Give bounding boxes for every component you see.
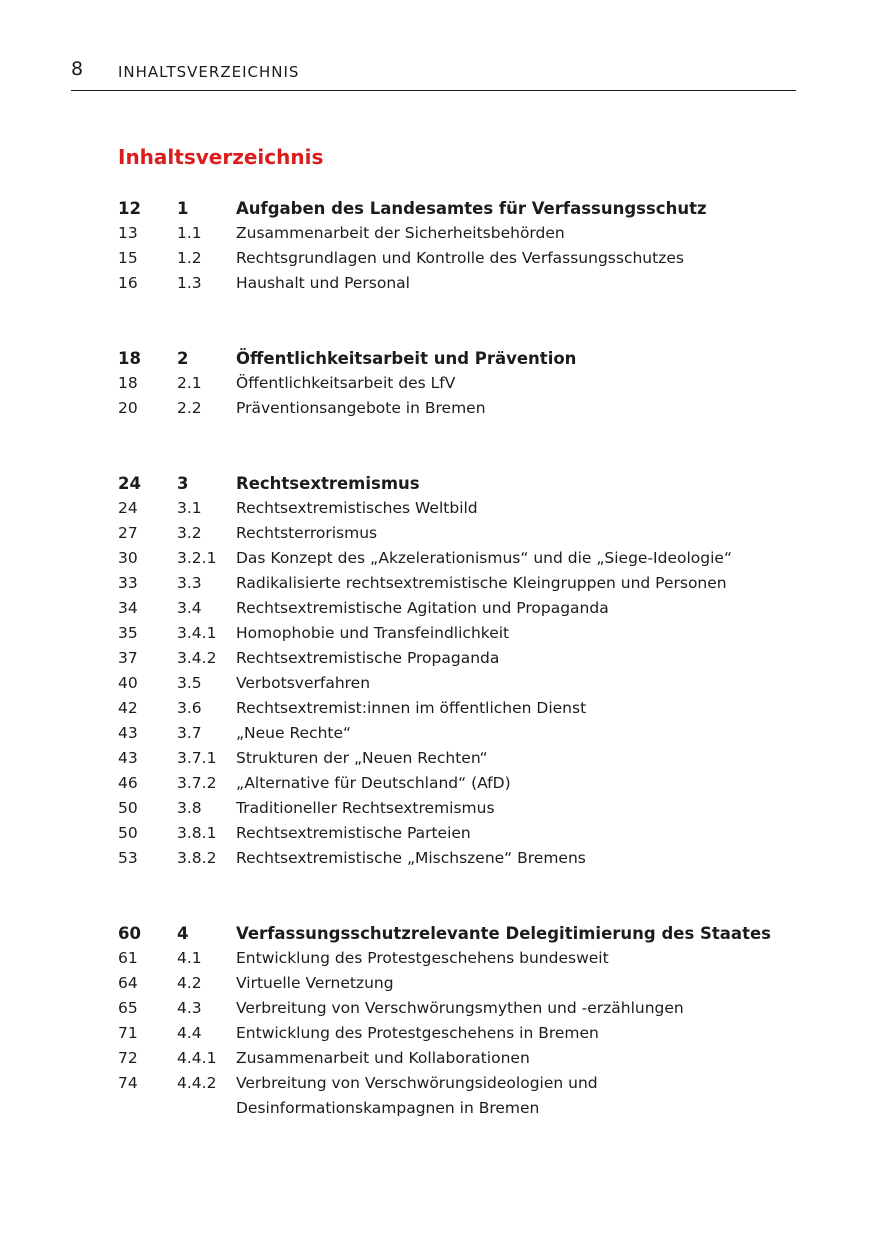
- toc-section-number: 4.3: [177, 999, 202, 1017]
- toc-section-number: 1: [177, 199, 189, 218]
- toc-section: [118, 471, 798, 871]
- toc-entry-title: Öffentlichkeitsarbeit und Prävention: [236, 349, 577, 368]
- toc-entry-title: Präventionsangebote in Bremen: [236, 399, 486, 417]
- toc-page-number: 50: [118, 824, 138, 842]
- toc-page-number: 40: [118, 674, 138, 692]
- toc-section-number: 3.4: [177, 599, 202, 617]
- toc-page-number: 27: [118, 524, 138, 542]
- toc-entry[interactable]: [118, 521, 798, 546]
- toc-entry-title: Radikalisierte rechtsextremistische Kleingruppen und Personen: [236, 574, 727, 592]
- toc-entry-title: Entwicklung des Protestgeschehens in Bremen: [236, 1024, 599, 1042]
- toc-entry-title: Rechtsterrorismus: [236, 524, 378, 542]
- toc-title: Inhaltsverzeichnis: [118, 145, 324, 169]
- toc-section: [118, 346, 798, 421]
- toc-chapter-entry[interactable]: [118, 346, 798, 371]
- table-of-contents: [118, 196, 798, 1121]
- toc-entry[interactable]: [118, 1021, 798, 1046]
- toc-section-number: 4.2: [177, 974, 202, 992]
- toc-entry-title: Entwicklung des Protestgeschehens bundesweit: [236, 949, 609, 967]
- toc-section-number: 2.1: [177, 374, 202, 392]
- toc-entry[interactable]: [118, 696, 798, 721]
- toc-entry-title: Zusammenarbeit und Kollaborationen: [236, 1049, 530, 1067]
- toc-entry-title: Homophobie und Transfeindlichkeit: [236, 624, 510, 642]
- toc-entry[interactable]: [118, 946, 798, 971]
- toc-chapter-entry[interactable]: [118, 196, 798, 221]
- toc-section-number: 3.2: [177, 524, 202, 542]
- toc-page-number: 42: [118, 699, 138, 717]
- toc-chapter-entry[interactable]: [118, 471, 798, 496]
- toc-section-number: 3.7.2: [177, 774, 217, 792]
- toc-section-number: 3: [177, 474, 189, 493]
- toc-page-number: 34: [118, 599, 138, 617]
- toc-entry[interactable]: [118, 496, 798, 521]
- toc-entry-title: Rechtsextremistische Parteien: [236, 824, 471, 842]
- toc-section-number: 4: [177, 924, 189, 943]
- toc-page-number: 43: [118, 749, 138, 767]
- toc-section-number: 3.4.1: [177, 624, 217, 642]
- toc-entry-title: Rechtsgrundlagen und Kontrolle des Verfassungsschutzes: [236, 249, 684, 267]
- toc-page-number: 16: [118, 274, 138, 292]
- toc-entry[interactable]: [118, 596, 798, 621]
- toc-entry[interactable]: [118, 546, 798, 571]
- toc-section-number: 4.1: [177, 949, 202, 967]
- toc-entry-title: Traditioneller Rechtsextremismus: [236, 799, 495, 817]
- toc-page-number: 30: [118, 549, 138, 567]
- toc-page-number: 43: [118, 724, 138, 742]
- toc-entry-title: Öffentlichkeitsarbeit des LfV: [236, 374, 456, 392]
- toc-entry-title: Verbreitung von Verschwörungsmythen und -erzählungen: [236, 999, 684, 1017]
- toc-section-number: 2.2: [177, 399, 202, 417]
- toc-section-number: 4.4: [177, 1024, 202, 1042]
- toc-entry[interactable]: [118, 1071, 798, 1121]
- toc-page-number: 53: [118, 849, 138, 867]
- toc-page-number: 65: [118, 999, 138, 1017]
- toc-entry[interactable]: [118, 396, 798, 421]
- toc-entry[interactable]: [118, 671, 798, 696]
- toc-entry[interactable]: [118, 971, 798, 996]
- toc-entry[interactable]: [118, 771, 798, 796]
- toc-entry-title: Rechtsextremist:innen im öffentlichen Dienst: [236, 699, 587, 717]
- toc-entry-title: Aufgaben des Landesamtes für Verfassungsschutz: [236, 199, 707, 218]
- toc-entry-title: Verbreitung von Verschwörungsideologien und Desinformationskampagnen in Bremen: [236, 1074, 598, 1117]
- toc-page-number: 37: [118, 649, 138, 667]
- toc-entry[interactable]: [118, 746, 798, 771]
- toc-entry[interactable]: [118, 996, 798, 1021]
- toc-entry-title: Zusammenarbeit der Sicherheitsbehörden: [236, 224, 565, 242]
- running-header-title: INHALTSVERZEICHNIS: [118, 63, 300, 81]
- toc-page-number: 12: [118, 199, 141, 218]
- toc-page-number: 18: [118, 349, 141, 368]
- toc-page-number: 18: [118, 374, 138, 392]
- toc-entry[interactable]: [118, 796, 798, 821]
- toc-entry-title: Rechtsextremistische Agitation und Propaganda: [236, 599, 609, 617]
- toc-page-number: 64: [118, 974, 138, 992]
- toc-entry[interactable]: [118, 846, 798, 871]
- toc-entry-title: Virtuelle Vernetzung: [236, 974, 394, 992]
- toc-entry-title: Rechtsextremistische „Mischszene“ Bremens: [236, 849, 586, 867]
- toc-entry-title: Verfassungsschutzrelevante Delegitimierung des Staates: [236, 924, 771, 943]
- toc-section-number: 3.4.2: [177, 649, 217, 667]
- page-header: [71, 56, 796, 91]
- toc-chapter-entry[interactable]: [118, 921, 798, 946]
- toc-page-number: 24: [118, 474, 141, 493]
- toc-page-number: 35: [118, 624, 138, 642]
- toc-entry[interactable]: [118, 571, 798, 596]
- toc-entry-title: Verbotsverfahren: [236, 674, 371, 692]
- toc-entry[interactable]: [118, 246, 798, 271]
- toc-entry-title: Rechtsextremismus: [236, 474, 420, 493]
- toc-section-number: 3.3: [177, 574, 202, 592]
- toc-entry[interactable]: [118, 821, 798, 846]
- toc-entry-title: Das Konzept des „Akzelerationismus“ und die „Siege-Ideologie“: [236, 549, 732, 567]
- toc-section-number: 3.8.2: [177, 849, 217, 867]
- page-number: 8: [71, 58, 84, 80]
- toc-entry-title: Strukturen der „Neuen Rechten“: [236, 749, 488, 767]
- toc-section-number: 3.6: [177, 699, 202, 717]
- toc-section: [118, 921, 798, 1121]
- toc-entry[interactable]: [118, 1046, 798, 1071]
- toc-entry[interactable]: [118, 271, 798, 296]
- toc-page-number: 24: [118, 499, 138, 517]
- toc-entry-title: Haushalt und Personal: [236, 274, 410, 292]
- toc-entry-title: Rechtsextremistische Propaganda: [236, 649, 500, 667]
- toc-page-number: 60: [118, 924, 141, 943]
- toc-section-number: 1.2: [177, 249, 202, 267]
- toc-page-number: 50: [118, 799, 138, 817]
- toc-section-number: 1.1: [177, 224, 202, 242]
- toc-section-number: 3.7: [177, 724, 202, 742]
- toc-entry[interactable]: [118, 621, 798, 646]
- toc-page-number: 72: [118, 1049, 138, 1067]
- toc-page-number: 13: [118, 224, 138, 242]
- toc-page-number: 71: [118, 1024, 138, 1042]
- toc-page-number: 74: [118, 1074, 138, 1092]
- toc-section-number: 1.3: [177, 274, 202, 292]
- toc-entry[interactable]: [118, 221, 798, 246]
- toc-section: [118, 196, 798, 296]
- toc-section-number: 3.8: [177, 799, 202, 817]
- toc-section-number: 4.4.1: [177, 1049, 217, 1067]
- toc-section-number: 3.8.1: [177, 824, 217, 842]
- toc-entry-title: Rechtsextremistisches Weltbild: [236, 499, 478, 517]
- toc-entry[interactable]: [118, 371, 798, 396]
- toc-section-number: 3.5: [177, 674, 202, 692]
- toc-page-number: 20: [118, 399, 138, 417]
- toc-section-number: 3.7.1: [177, 749, 217, 767]
- toc-page-number: 61: [118, 949, 138, 967]
- toc-entry[interactable]: [118, 721, 798, 746]
- toc-entry-title: „Alternative für Deutschland“ (AfD): [236, 774, 511, 792]
- toc-section-number: 4.4.2: [177, 1074, 217, 1092]
- toc-page-number: 46: [118, 774, 138, 792]
- toc-section-number: 3.1: [177, 499, 202, 517]
- toc-section-number: 2: [177, 349, 189, 368]
- toc-section-number: 3.2.1: [177, 549, 217, 567]
- toc-entry[interactable]: [118, 646, 798, 671]
- toc-page-number: 15: [118, 249, 138, 267]
- toc-page-number: 33: [118, 574, 138, 592]
- toc-entry-title: „Neue Rechte“: [236, 724, 352, 742]
